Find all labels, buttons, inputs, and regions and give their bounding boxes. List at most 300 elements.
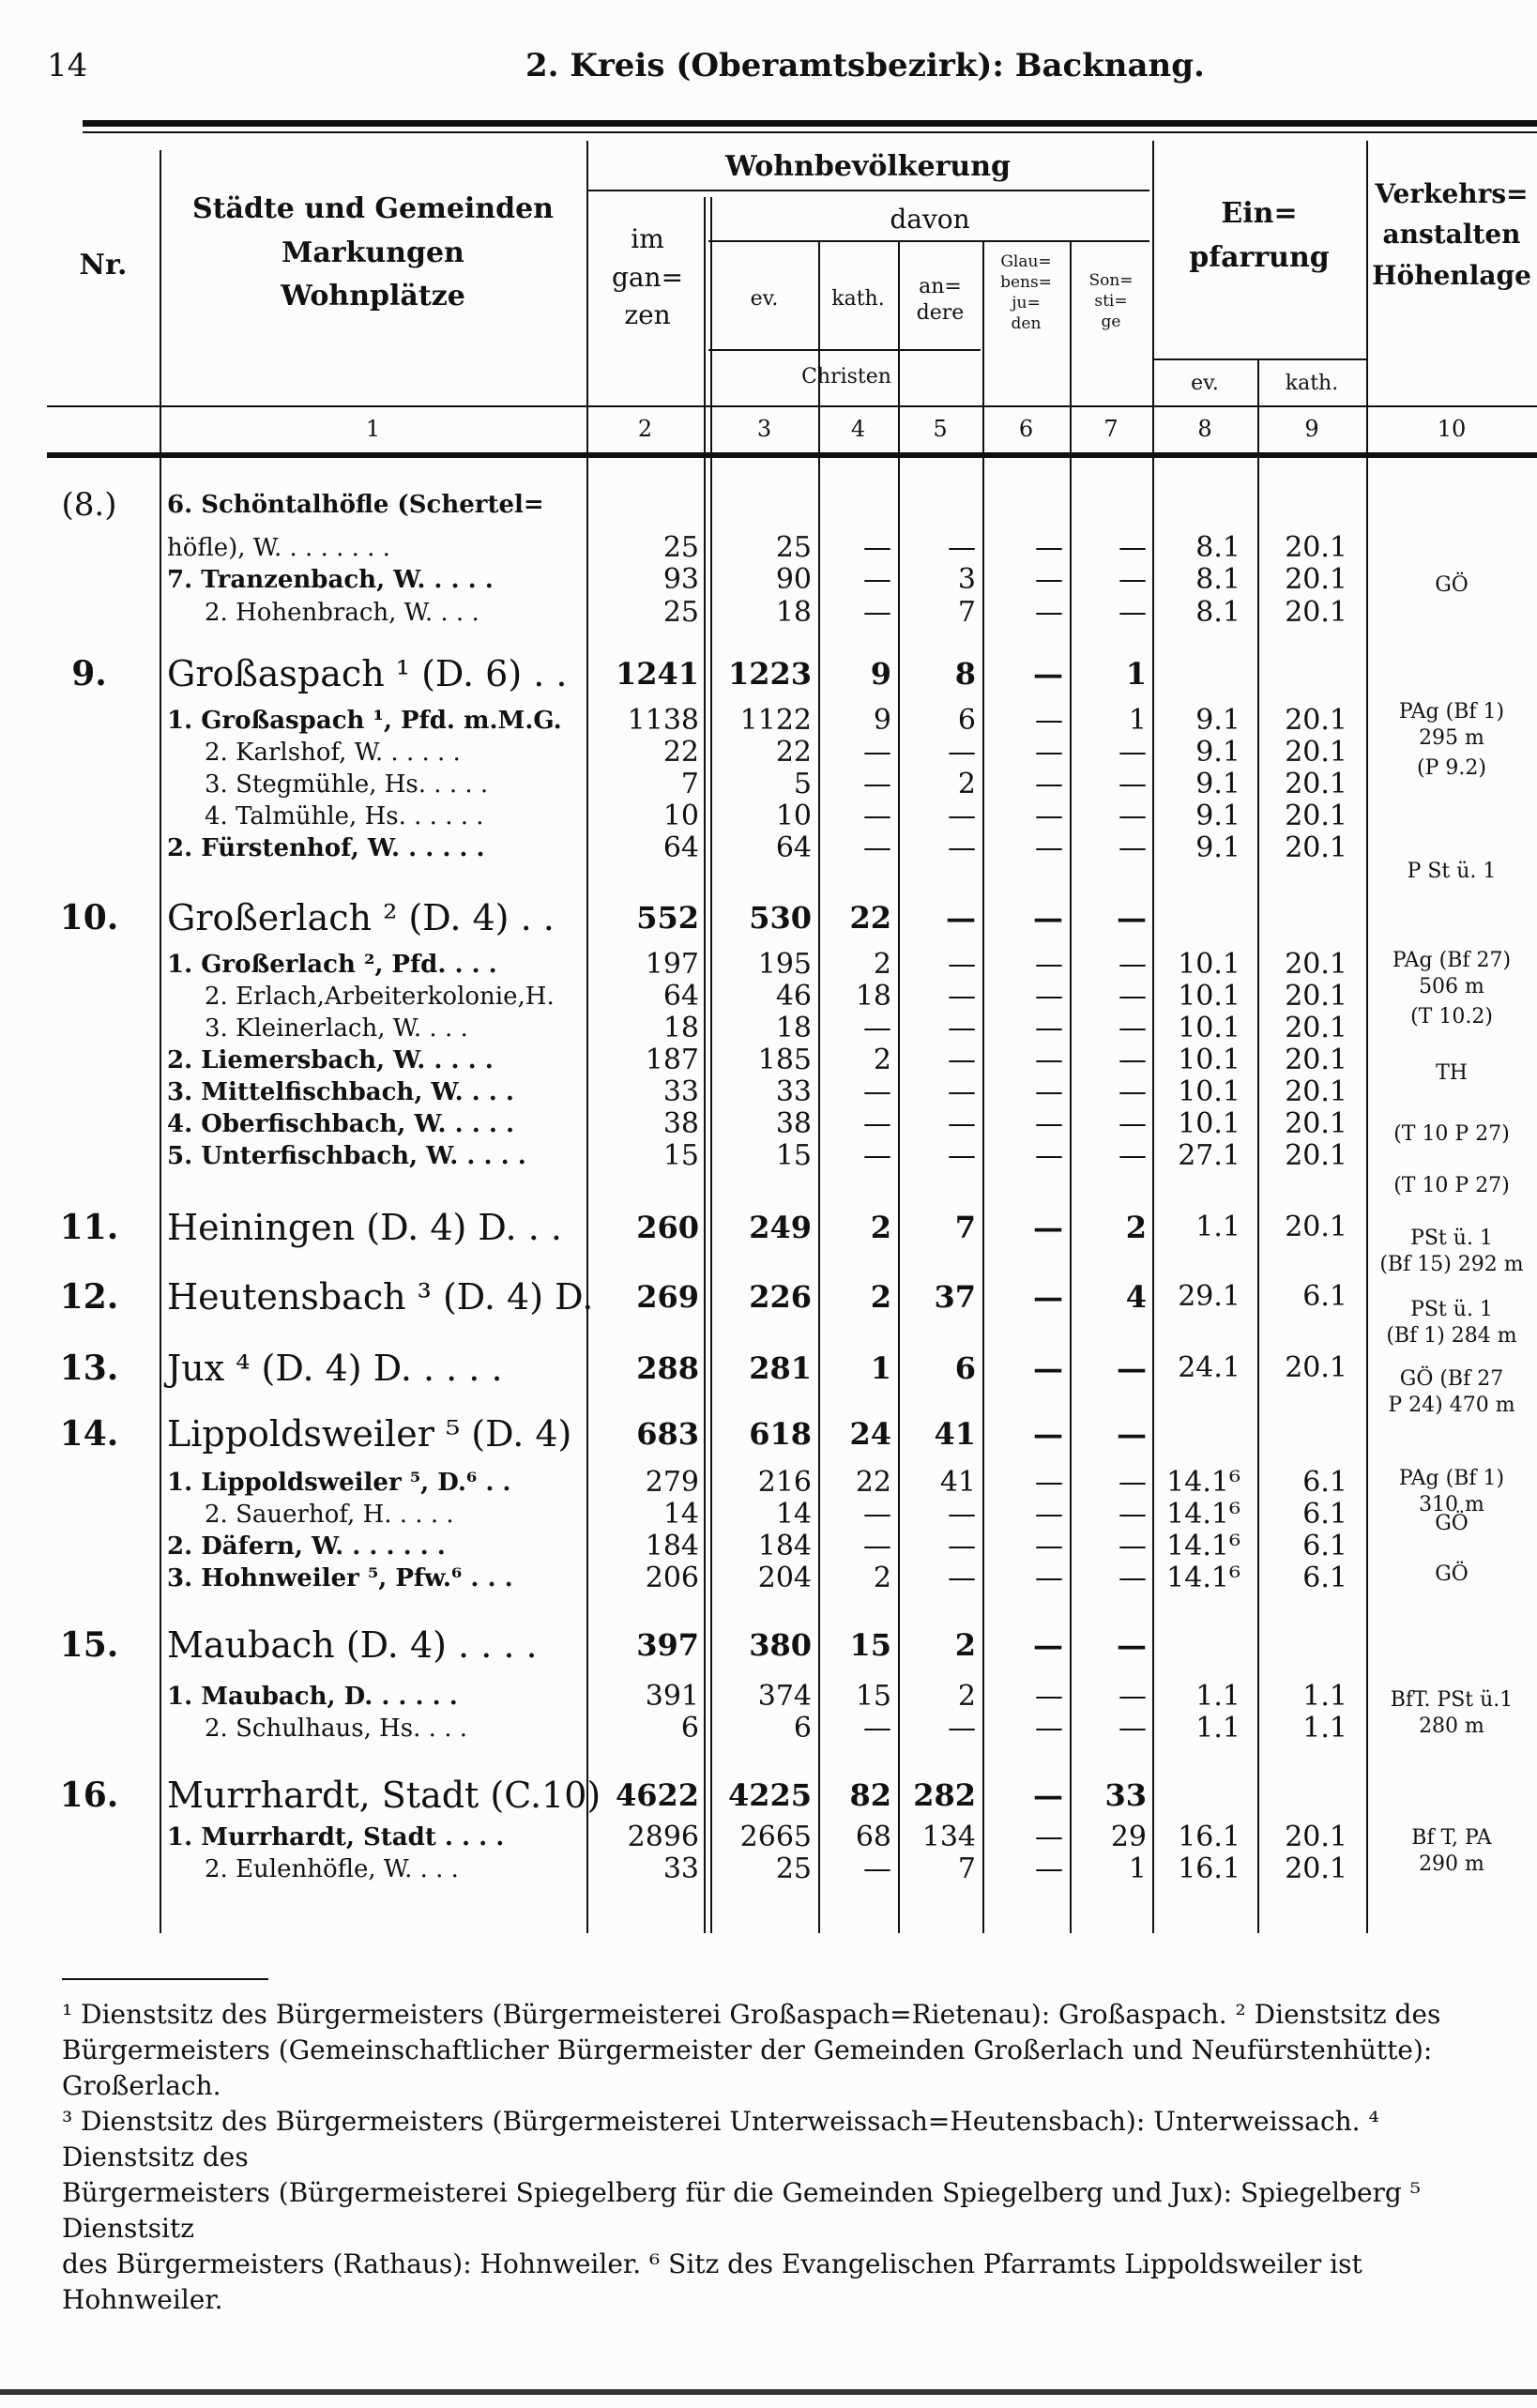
table-cell: — [863,736,891,769]
wohnplatz-name: 3. Mittelfischbach, W. . . . [167,1078,514,1106]
verkehr-line: PAg (Bf 1) [1398,700,1505,724]
table-cell: 6.1 [1302,1562,1347,1594]
table-cell: 530 [749,900,812,936]
verkehr-line: PAg (Bf 27) [1392,949,1512,972]
bottom-edge [0,2389,1537,2395]
header-einpf-kath: kath. [1285,372,1339,395]
table-cell: 260 [636,1210,699,1245]
row-number: 14. [59,1414,119,1454]
table-cell: 14.1⁶ [1166,1466,1240,1499]
wohnplatz-name: 4. Oberfischbach, W. . . . . [167,1110,515,1138]
table-cell: 1.1 [1302,1680,1347,1713]
header-christen: Christen [801,365,891,389]
gemeinde-name: Lippoldsweiler ⁵ (D. 4) [167,1413,572,1455]
wohnplatz-name: 2. Däfern, W. . . . . . . [167,1532,446,1561]
table-cell: 14.1⁶ [1166,1562,1240,1594]
table-cell: — [1035,980,1063,1013]
table-cell: 552 [636,900,699,936]
table-row [0,1075,1537,1109]
table-row [0,1624,1537,1666]
colnum: 6 [1018,416,1034,442]
table-cell: 1 [1128,704,1147,737]
verkehr-entry [1366,1511,1537,1537]
verkehr-entry [1366,948,1537,1000]
table-cell: 25 [662,596,699,629]
table-cell: 5 [793,768,812,800]
table-cell: 20.1 [1285,1211,1347,1243]
table-cell: 18 [775,596,812,629]
table-cell: — [1035,948,1063,981]
verkehr-line: 295 m [1419,726,1484,750]
colnum: 10 [1437,416,1467,442]
table-cell: 9 [873,704,891,737]
colnum: 4 [850,416,866,442]
table-cell: — [1119,800,1147,832]
table-cell: — [948,1044,976,1076]
table-cell: 22 [849,900,891,936]
table-cell: — [1119,1562,1147,1594]
table-cell: 1223 [727,656,812,692]
gemeinde-name: Heiningen (D. 4) D. . . [167,1207,562,1248]
table-cell: — [948,1012,976,1044]
wohnplatz-name: 2. Sauerhof, H. . . . . [205,1501,454,1529]
table-row [0,1207,1537,1248]
footnote-line: ¹ Dienstsitz des Bürgermeisters (Bürgermeisterei Großaspach=Rietenau): Großaspach. ² Dienstsitz des [62,1999,1441,2030]
table-cell: — [863,1530,891,1562]
table-cell: 82 [849,1777,891,1813]
table-row [0,488,1537,522]
table-cell: — [946,900,976,936]
table-cell: 2 [873,1562,891,1594]
table-cell: — [948,948,976,981]
verkehr-line: (T 10.2) [1410,1005,1493,1029]
table-cell: — [948,736,976,769]
gemeinde-name: Heutensbach ³ (D. 4) D. [167,1276,594,1318]
table-cell: 7 [954,1210,976,1245]
colnum: 1 [365,416,381,442]
table-cell: — [863,1075,891,1108]
table-row [0,980,1537,1013]
table-cell: 22 [775,736,812,769]
table-cell: 14 [662,1498,699,1531]
top-rule-thin [83,131,1537,133]
table-cell: 38 [662,1107,699,1140]
row-number: 11. [59,1208,119,1247]
wohnplatz-name: 2. Erlach,Arbeiterkolonie,H. [205,983,555,1011]
table-row [0,563,1537,597]
table-cell: — [863,768,891,800]
table-cell: 281 [749,1350,812,1386]
table-cell: 20.1 [1285,736,1347,769]
verkehr-line: PAg (Bf 1) [1398,1467,1505,1490]
table-cell: — [1035,1680,1063,1713]
wohnplatz-name: 3. Stegmühle, Hs. . . . . [205,770,489,799]
table-cell: 93 [662,563,699,596]
table-cell: 20.1 [1285,831,1347,864]
table-cell: 6 [954,1350,976,1386]
table-cell: — [1119,1139,1147,1172]
colnum: 2 [637,416,653,442]
verkehr-entry [1366,699,1537,752]
table-cell: — [948,1562,976,1594]
row-number: (8.) [61,486,117,524]
table-cell: 15 [855,1680,891,1713]
header-verkehr: Verkehrs= anstalten Höhenlage [1372,178,1531,291]
table-cell: 9.1 [1195,800,1240,832]
wohnplatz-name: 3. Hohnweiler ⁵, Pfw.⁶ . . . [167,1564,513,1593]
table-cell: 683 [636,1416,699,1452]
table-cell: 38 [775,1107,812,1140]
table-row [0,1413,1537,1455]
table-cell: 33 [662,1852,699,1885]
table-cell: — [1119,1012,1147,1044]
wohnplatz-name: 3. Kleinerlach, W. . . . [205,1014,468,1043]
colnum: 3 [756,416,772,442]
table-cell: — [1035,768,1063,800]
table-cell: 6 [957,704,976,737]
table-cell: 29.1 [1178,1280,1240,1313]
table-cell: 20.1 [1285,948,1347,981]
row-number: 9. [71,654,107,693]
table-cell: — [1119,736,1147,769]
table-cell: 1.1 [1195,1712,1240,1745]
verkehr-entry [1366,1226,1537,1278]
table-cell: 25 [775,1852,812,1885]
table-cell: 2 [954,1627,976,1663]
table-cell: 1138 [627,704,699,737]
table-cell: 9.1 [1195,736,1240,769]
table-cell: 1241 [615,656,699,692]
table-cell: 391 [645,1680,699,1713]
table-cell: — [1035,1498,1063,1531]
table-cell: 27.1 [1178,1139,1240,1172]
table-row [0,948,1537,982]
table-cell: — [1119,831,1147,864]
table-row [0,1498,1537,1532]
verkehr-entry [1366,1687,1537,1740]
table-cell: — [863,563,891,596]
table-cell: 7 [680,768,699,800]
table-cell: 1 [1125,656,1147,692]
table-cell: 41 [939,1466,976,1499]
table-cell: — [948,1075,976,1108]
table-cell: 18 [855,980,891,1013]
table-row [0,1107,1537,1141]
table-cell: 282 [913,1777,976,1813]
table-cell: 15 [849,1627,891,1663]
wohnplatz-name: 2. Hohenbrach, W. . . . [205,599,479,627]
table-cell: 2 [870,1279,891,1315]
colnum: 9 [1304,416,1319,442]
table-cell: 1.1 [1195,1680,1240,1713]
verkehr-entry [1366,1060,1537,1087]
table-cell: — [1035,1852,1063,1885]
table-cell: 1.1 [1302,1712,1347,1745]
verkehr-entry [1366,1004,1537,1030]
table-cell: 10 [662,800,699,832]
table-cell: 20.1 [1285,1351,1347,1384]
table-cell: 20.1 [1285,800,1347,832]
table-cell: 20.1 [1285,704,1347,737]
table-cell: 2665 [739,1821,812,1853]
table-cell: — [1035,1075,1063,1108]
table-cell: 2 [870,1210,891,1245]
gemeinde-name: Großaspach ¹ (D. 6) . . [167,653,568,694]
table-cell: — [1035,1044,1063,1076]
table-cell: 9.1 [1195,704,1240,737]
table-cell: — [1119,948,1147,981]
table-cell: — [1119,1044,1147,1076]
table-cell: 15 [662,1139,699,1172]
verkehr-line: P St ü. 1 [1407,860,1497,883]
verkehr-line: PSt ü. 1 [1410,1227,1493,1250]
table-cell: — [1035,1712,1063,1745]
table-cell: — [1035,736,1063,769]
row-number: 10. [59,898,119,937]
verkehr-line: BfT. PSt ü.1 [1390,1688,1514,1712]
verkehr-line: GÖ [1435,573,1469,597]
table-cell: 397 [636,1627,699,1663]
table-cell: — [948,1530,976,1562]
table-cell: 7 [957,1852,976,1885]
table-cell: 10.1 [1178,980,1240,1013]
verkehr-line: TH [1436,1061,1468,1085]
table-cell: 16.1 [1178,1852,1240,1885]
table-cell: — [948,980,976,1013]
table-row [0,1562,1537,1595]
table-cell: 64 [775,831,812,864]
einpf-rule [1152,358,1366,360]
table-cell: — [863,1139,891,1172]
table-cell: — [1033,656,1063,692]
verkehr-entry [1366,1173,1537,1199]
table-cell: — [1035,1107,1063,1140]
wohnplatz-name: 2. Eulenhöfle, W. . . . [205,1855,459,1883]
table-cell: 9 [870,656,891,692]
table-cell: — [948,800,976,832]
table-cell: 10 [775,800,812,832]
page-number: 14 [47,47,88,84]
table-cell: 184 [757,1530,812,1562]
header-andere: an= dere [916,275,965,325]
verkehr-line: (T 10 P 27) [1393,1122,1510,1146]
table-cell: 10.1 [1178,948,1240,981]
table-cell: — [948,1498,976,1531]
row-number: 15. [59,1625,119,1665]
header-rule [47,405,1537,407]
table-cell: — [863,596,891,629]
table-cell: — [1033,1416,1063,1452]
table-cell: — [863,1712,891,1745]
table-cell: 6 [680,1712,699,1745]
table-cell: 29 [1110,1821,1147,1853]
verkehr-entry [1366,1121,1537,1148]
table-cell: 20.1 [1285,596,1347,629]
table-cell: — [1035,1012,1063,1044]
table-cell: 22 [855,1466,891,1499]
footnote-line: Bürgermeisters (Gemeinschaftlicher Bürgermeister der Gemeinden Großerlach und Neufürstenhütte): Großerlach. [62,2035,1433,2101]
header-davon: davon [890,204,970,235]
davon-rule [708,240,1149,242]
table-cell: — [863,1012,891,1044]
footnote-line: des Bürgermeisters (Rathaus): Hohnweiler. ⁶ Sitz des Evangelischen Pfarramts Lippoldsweiler ist Hohnweiler. [62,2248,1362,2315]
verkehr-line: (Bf 1) 284 m [1386,1324,1517,1348]
table-cell: 10.1 [1178,1044,1240,1076]
wohnplatz-name: höfle), W. . . . . . . . [167,534,390,562]
wohnplatz-name: 1. Großerlach ², Pfd. . . . [167,951,497,979]
verkehr-entry [1366,572,1537,599]
wohnplatz-name: 2. Karlshof, W. . . . . . [205,739,461,767]
table-cell: — [1035,1562,1063,1594]
table-cell: 64 [662,831,699,864]
header-im-ganzen: im gan= zen [611,223,684,331]
header-ev: ev. [750,287,779,311]
table-cell: 249 [749,1210,812,1245]
wohnplatz-name: 6. Schöntalhöfle (Schertel= [167,491,544,519]
table-cell: 380 [749,1627,812,1663]
table-cell: 187 [645,1044,699,1076]
verkehr-line: GÖ [1435,1562,1469,1586]
page-title: 2. Kreis (Oberamtsbezirk): Backnang. [525,47,1205,84]
table-cell: 8.1 [1195,563,1240,596]
verkehr-entry [1366,1825,1537,1878]
table-cell: — [1035,531,1063,564]
table-cell: 10.1 [1178,1075,1240,1108]
header-wohnbevoelkerung: Wohnbevölkerung [724,150,1012,183]
footnotes [62,1997,1516,2318]
verkehr-entry [1366,859,1537,885]
table-cell: 37 [934,1279,976,1315]
table-cell: 16.1 [1178,1821,1240,1853]
table-cell: 185 [757,1044,812,1076]
wohnplatz-name: 1. Lippoldsweiler ⁵, D.⁶ . . [167,1469,511,1497]
row-number: 13. [59,1349,119,1388]
gemeinde-name: Jux ⁴ (D. 4) D. . . . . [167,1348,503,1389]
table-cell: 4 [1125,1279,1147,1315]
table-cell: 25 [775,531,812,564]
table-cell: 20.1 [1285,563,1347,596]
table-cell: — [1033,1627,1063,1663]
table-cell: 10.1 [1178,1107,1240,1140]
table-cell: 226 [749,1279,812,1315]
table-cell: — [1035,596,1063,629]
table-cell: — [1117,1416,1147,1452]
wohn-rule [586,190,1149,191]
table-cell: 14 [775,1498,812,1531]
verkehr-entry [1366,755,1537,782]
table-row [0,831,1537,865]
table-cell: — [1033,1210,1063,1245]
header-sonstige: Son= sti= ge [1088,271,1134,332]
table-cell: — [1117,1350,1147,1386]
table-cell: — [1035,1821,1063,1853]
table-row [0,704,1537,738]
table-row [0,1680,1537,1714]
table-cell: 1122 [739,704,812,737]
table-cell: — [1119,1712,1147,1745]
header-einpf-ev: ev. [1191,372,1219,395]
table-cell: 197 [645,948,699,981]
table-cell: 6.1 [1302,1466,1347,1499]
table-cell: 8 [954,656,976,692]
verkehr-line: 280 m [1419,1715,1484,1738]
table-cell: — [1035,1139,1063,1172]
table-cell: 10.1 [1178,1012,1240,1044]
table-cell: 279 [645,1466,699,1499]
table-cell: 2896 [627,1821,699,1853]
verkehr-line: 506 m [1419,975,1484,998]
top-rule [83,120,1537,127]
table-row [0,1852,1537,1886]
table-cell: 4225 [727,1777,812,1813]
table-cell: — [1119,1498,1147,1531]
table-cell: — [1119,1466,1147,1499]
table-cell: 41 [934,1416,976,1452]
table-cell: 20.1 [1285,980,1347,1013]
table-cell: 6.1 [1302,1498,1347,1531]
table-row [0,768,1537,801]
table-cell: 22 [662,736,699,769]
table-cell: 18 [775,1012,812,1044]
wohnplatz-name: 5. Unterfischbach, W. . . . . [167,1142,526,1170]
table-cell: — [863,1852,891,1885]
wohnplatz-name: 2. Schulhaus, Hs. . . . [205,1715,467,1743]
table-cell: 68 [855,1821,891,1853]
header-nr: Nr. [79,249,128,282]
table-cell: 33 [662,1075,699,1108]
wohnplatz-name: 1. Großaspach ¹, Pfd. m.M.G. [167,707,562,735]
footnote-rule [62,1978,268,1980]
table-cell: 25 [662,531,699,564]
table-cell: 2 [1125,1210,1147,1245]
table-cell: 90 [775,563,812,596]
table-cell: — [863,1498,891,1531]
table-cell: — [1119,1680,1147,1713]
verkehr-line: Bf T, PA [1411,1826,1492,1850]
table-cell: — [1035,831,1063,864]
header-kath: kath. [831,287,885,311]
table-row [0,1276,1537,1318]
table-cell: — [1035,800,1063,832]
header-staedte: Städte und Gemeinden Markungen Wohnplätze [192,192,554,312]
verkehr-line: GÖ (Bf 27 [1399,1367,1504,1391]
table-cell: 288 [636,1350,699,1386]
table-cell: — [948,1107,976,1140]
table-cell: 269 [636,1279,699,1315]
verkehr-line: 290 m [1419,1852,1484,1876]
verkehr-entry [1366,1297,1537,1349]
table-row [0,1712,1537,1745]
colnum: 7 [1103,416,1119,442]
table-row [0,1012,1537,1045]
verkehr-line: (T 10 P 27) [1393,1174,1510,1197]
table-cell: 20.1 [1285,1075,1347,1108]
table-cell: 6 [793,1712,812,1745]
table-cell: 195 [757,948,812,981]
header-glaubensjuden: Glau= bens= ju= den [1000,252,1052,334]
wohnplatz-name: 7. Tranzenbach, W. . . . . [167,566,494,594]
colnum: 5 [933,416,948,442]
table-cell: 618 [749,1416,812,1452]
table-cell: 20.1 [1285,1852,1347,1885]
table-cell: 184 [645,1530,699,1562]
christen-rule [708,349,981,351]
table-cell: — [948,531,976,564]
table-row [0,1466,1537,1500]
table-cell: 33 [1104,1777,1147,1813]
table-cell: 20.1 [1285,1139,1347,1172]
table-cell: 216 [757,1466,812,1499]
